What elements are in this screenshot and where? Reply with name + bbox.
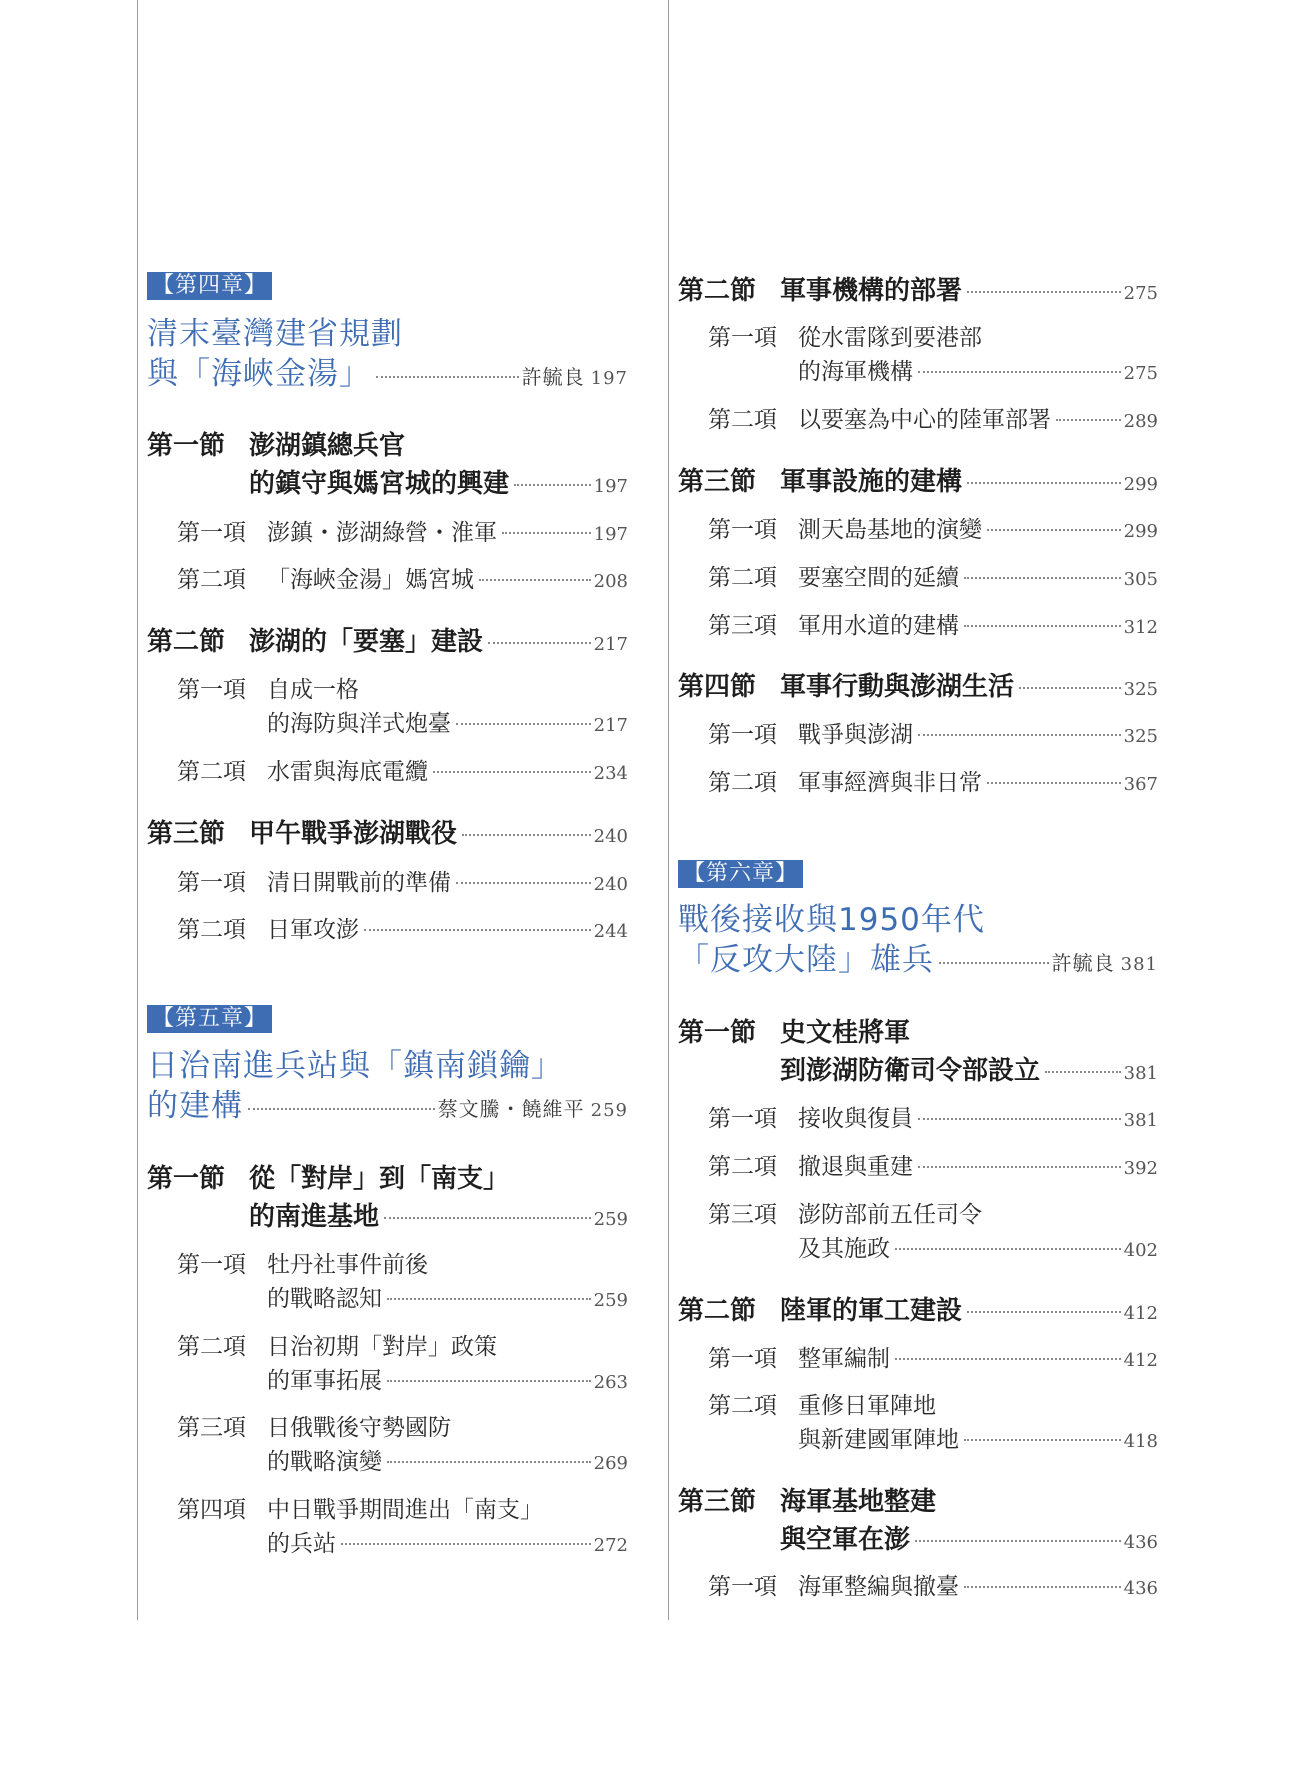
chapter-title-line: 戰後接收與1950年代 [678,902,985,938]
chapter-author: 許毓良 [521,365,585,389]
section-title: 從「對岸」到「南支」 [249,1164,510,1194]
chapter-title-line: 與「海峽金湯」 [147,356,371,392]
page-number: 381 [1120,954,1158,975]
chapter-5-label-entry [147,1005,628,1033]
item-number: 第三項 [708,1202,777,1228]
leader-dots [384,1217,591,1219]
section-number: 第三節 [678,1487,757,1517]
toc-item-entry[interactable] [147,1330,628,1400]
toc-item-entry[interactable] [678,609,1158,645]
item-title: 軍用水道的建構 [798,613,959,639]
page-number: 217 [593,634,628,655]
item-number: 第一項 [708,1106,777,1132]
chapter-4-label-entry [147,272,628,300]
leader-dots [918,371,1121,373]
page-number: 240 [593,874,628,895]
item-number: 第二項 [708,565,777,591]
chapter-title-line: 的建構 [147,1088,243,1124]
page-number: 299 [1123,474,1158,495]
item-title: 的兵站 [267,1531,336,1557]
toc-item-entry[interactable] [147,516,628,552]
leader-dots [1019,687,1121,689]
page-number: 402 [1123,1240,1158,1261]
leader-dots [1056,419,1121,421]
leader-dots [918,734,1121,736]
toc-section-entry[interactable] [678,1483,1158,1562]
toc-item-entry[interactable] [678,1570,1158,1606]
page-number: 392 [1123,1158,1158,1179]
page-number: 325 [1123,679,1158,700]
page-number: 269 [593,1453,628,1474]
leader-dots [964,1586,1121,1588]
item-number: 第二項 [708,1393,777,1419]
item-number: 第一項 [708,325,777,351]
toc-item-entry[interactable] [678,561,1158,597]
section-title: 的南進基地 [249,1202,380,1232]
page-number: 299 [1123,521,1158,542]
item-title: 整軍編制 [798,1346,890,1372]
toc-section-entry[interactable] [678,668,1158,709]
item-number: 第三項 [177,1415,246,1441]
item-number: 第二項 [177,567,246,593]
page-number: 418 [1123,1431,1158,1452]
page-number: 244 [593,921,628,942]
page-number: 197 [590,368,628,389]
leader-dots [433,771,591,773]
toc-item-entry[interactable] [147,913,628,949]
leader-dots [895,1358,1121,1360]
toc-section-entry[interactable] [678,463,1158,504]
item-number: 第一項 [177,520,246,546]
toc-section-entry[interactable] [678,1014,1158,1093]
chapter-author: 許毓良 [1051,951,1115,975]
item-title: 要塞空間的延續 [798,565,959,591]
section-title: 與空軍在澎 [780,1525,911,1555]
section-number: 第一節 [678,1018,757,1048]
toc-section-entry[interactable] [147,623,628,664]
toc-item-entry[interactable] [147,1411,628,1481]
toc-item-entry[interactable] [678,1198,1158,1268]
item-title: 澎防部前五任司令 [798,1202,982,1228]
item-title: 及其施政 [798,1236,890,1262]
toc-item-entry[interactable] [147,1493,628,1563]
page-number: 263 [593,1372,628,1393]
section-number: 第一節 [147,1164,226,1194]
item-title: 軍事經濟與非日常 [798,770,982,796]
item-title: 日治初期「對岸」政策 [267,1334,497,1360]
leader-dots [376,376,519,378]
toc-item-entry[interactable] [147,755,628,791]
leader-dots [248,1108,435,1110]
toc-section-entry[interactable] [678,1292,1158,1333]
item-number: 第二項 [708,407,777,433]
item-title: 與新建國軍陣地 [798,1427,959,1453]
chapter-4-title[interactable] [147,314,628,399]
page-number: 367 [1123,774,1158,795]
leader-dots [502,532,591,534]
page-number: 197 [593,476,628,497]
page-number: 436 [1123,1532,1158,1553]
page-number: 259 [593,1209,628,1230]
item-title: 日俄戰後守勢國防 [267,1415,451,1441]
toc-item-entry[interactable] [678,1342,1158,1378]
item-title: 以要塞為中心的陸軍部署 [798,407,1051,433]
item-number: 第二項 [177,1334,246,1360]
item-title: 清日開戰前的準備 [267,870,451,896]
toc-item-entry[interactable] [678,403,1158,439]
item-title: 水雷與海底電纜 [267,759,428,785]
leader-dots [987,529,1121,531]
section-title: 軍事設施的建構 [780,467,963,497]
toc-item-entry[interactable] [678,513,1158,549]
page-number: 325 [1123,726,1158,747]
leader-dots [514,484,591,486]
leader-dots [895,1248,1121,1250]
leader-dots [918,1118,1121,1120]
item-number: 第二項 [708,770,777,796]
page-number: 412 [1123,1303,1158,1324]
page-number: 412 [1123,1350,1158,1371]
leader-dots [918,1166,1121,1168]
leader-dots [987,782,1121,784]
page-number: 275 [1123,363,1158,384]
leader-dots [364,929,591,931]
toc-item-entry[interactable] [147,1248,628,1318]
item-title: 戰爭與澎湖 [798,722,913,748]
leader-dots [915,1540,1121,1542]
section-number: 第二節 [147,627,226,657]
leader-dots [964,577,1121,579]
leader-dots [967,1311,1121,1313]
section-title: 軍事行動與澎湖生活 [780,672,1015,702]
item-title: 撤退與重建 [798,1154,913,1180]
section-title: 陸軍的軍工建設 [780,1296,963,1326]
toc-item-entry[interactable] [678,1102,1158,1138]
page-number: 312 [1123,617,1158,638]
item-title: 的海軍機構 [798,359,913,385]
item-number: 第一項 [708,1574,777,1600]
item-number: 第一項 [177,677,246,703]
item-number: 第四項 [177,1497,246,1523]
section-title: 甲午戰爭澎湖戰役 [249,819,458,849]
page-number: 275 [1123,283,1158,304]
section-number: 第三節 [147,819,226,849]
toc-item-entry[interactable] [147,563,628,599]
leader-dots [488,642,591,644]
item-title: 的海防與洋式炮臺 [267,711,451,737]
leader-dots [1045,1071,1121,1073]
item-title: 日軍攻澎 [267,917,359,943]
chapter-title-line: 日治南進兵站與「鎮南鎖鑰」 [147,1048,563,1084]
item-number: 第二項 [708,1154,777,1180]
item-title: 澎鎮・澎湖綠營・淮軍 [267,520,497,546]
chapter-5-title[interactable] [147,1046,628,1131]
item-number: 第一項 [708,1346,777,1372]
leader-dots [456,882,591,884]
section-title: 海軍基地整建 [780,1487,937,1517]
chapter-label: 【第六章】 [678,860,803,888]
page-number: 381 [1123,1063,1158,1084]
leader-dots [967,482,1121,484]
leader-dots [387,1298,591,1300]
left-margin-rule [137,0,138,1620]
item-title: 自成一格 [267,677,359,703]
chapter-label: 【第五章】 [147,1005,272,1033]
chapter-title-line: 清末臺灣建省規劃 [147,316,403,352]
page-number: 259 [593,1290,628,1311]
page-number: 217 [593,715,628,736]
section-number: 第二節 [678,276,757,306]
item-title: 海軍整編與撤臺 [798,1574,959,1600]
page-number: 197 [593,524,628,545]
page-number: 436 [1123,1578,1158,1599]
page-number: 289 [1123,411,1158,432]
section-title: 澎湖的「要塞」建設 [249,627,484,657]
item-number: 第二項 [177,759,246,785]
item-title: 中日戰爭期間進出「南支」 [267,1497,543,1523]
item-number: 第一項 [708,722,777,748]
page-number: 381 [1123,1110,1158,1131]
item-title: 的軍事拓展 [267,1368,382,1394]
toc-item-entry[interactable] [678,321,1158,391]
section-title: 軍事機構的部署 [780,276,963,306]
toc-item-entry[interactable] [678,1150,1158,1186]
page-number: 272 [593,1535,628,1556]
leader-dots [967,291,1121,293]
leader-dots [387,1461,591,1463]
item-title: 接收與復員 [798,1106,913,1132]
section-title: 澎湖鎮總兵官 [249,431,406,461]
chapter-author: 蔡文騰・饒維平 [437,1097,585,1121]
item-number: 第一項 [177,870,246,896]
chapter-6-label-entry [678,860,1158,888]
leader-dots [341,1543,591,1545]
item-title: 測天島基地的演變 [798,517,982,543]
section-number: 第四節 [678,672,757,702]
leader-dots [387,1380,591,1382]
section-number: 第三節 [678,467,757,497]
page-number: 208 [593,571,628,592]
toc-item-entry[interactable] [678,766,1158,802]
chapter-6-title[interactable] [678,900,1158,985]
chapter-title-line: 「反攻大陸」雄兵 [678,942,934,978]
section-title: 的鎮守與媽宮城的興建 [249,469,510,499]
item-number: 第二項 [177,917,246,943]
column-divider-rule [668,0,669,1620]
toc-item-entry[interactable] [678,718,1158,754]
section-number: 第一節 [147,431,226,461]
toc-item-entry[interactable] [678,1389,1158,1459]
page-number: 240 [593,826,628,847]
page-number: 234 [593,763,628,784]
page-number: 305 [1123,569,1158,590]
item-number: 第三項 [708,613,777,639]
item-title: 的戰略認知 [267,1286,382,1312]
item-title: 的戰略演變 [267,1449,382,1475]
leader-dots [939,962,1049,964]
toc-section-entry[interactable] [147,427,628,506]
section-title: 史文桂將軍 [780,1018,911,1048]
section-title: 到澎湖防衛司令部設立 [780,1056,1041,1086]
leader-dots [479,579,591,581]
toc-section-entry[interactable] [147,1160,628,1239]
item-number: 第一項 [177,1252,246,1278]
item-title: 重修日軍陣地 [798,1393,936,1419]
toc-item-entry[interactable] [147,673,628,743]
leader-dots [964,625,1121,627]
section-number: 第二節 [678,1296,757,1326]
leader-dots [462,834,591,836]
page-number: 259 [590,1100,628,1121]
toc-item-entry[interactable] [147,866,628,902]
chapter-label: 【第四章】 [147,272,272,300]
item-title: 從水雷隊到要港部 [798,325,982,351]
item-title: 「海峽金湯」媽宮城 [267,567,474,593]
leader-dots [456,723,591,725]
leader-dots [964,1439,1121,1441]
item-number: 第一項 [708,517,777,543]
toc-section-entry[interactable] [147,815,628,856]
item-title: 牡丹社事件前後 [267,1252,428,1278]
toc-section-entry[interactable] [678,272,1158,313]
